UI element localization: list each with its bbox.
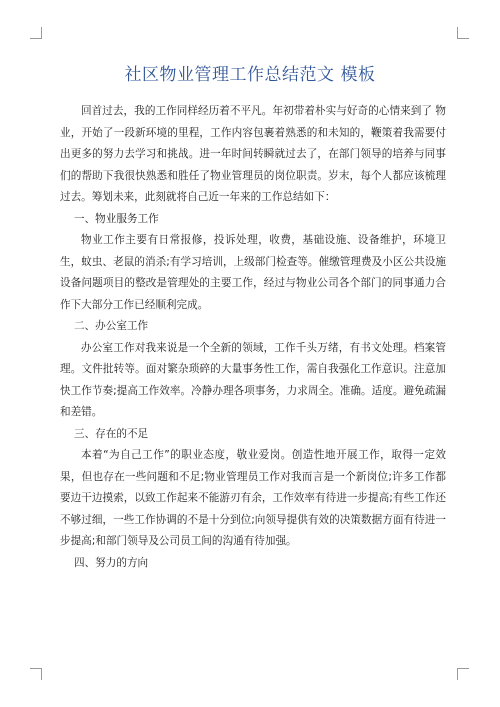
intro-paragraph: 回首过去，我的工作同样经历着不平凡。年初带着朴实与好奇的心情来到了 物业，开始了一段新环境的里程，工作内容包裹着熟悉的和未知的，鞭策着我需要付出更多的努力去学习和挑战。进一年时间转瞬就过去了，在部门领导的培养与同事们的帮助下我很快熟悉和胜任了物业管理员的岗位职责。岁末，每个人都应该梳理过去。筹划未来，此刻就将自己近一年来的工作总结如下： xyxy=(60,105,446,203)
section-body-service: 物业工作主要有日常报修，投诉处理，收费，基础设施、设备维护，环境卫生，蚊虫、老鼠的消杀;有学习培训，上级部门检查等。催缴管理费及小区公共设施设备问题项目的整改是管理处的主要工作，经过与物业公司各个部门的同事通力合作下大部分工作已经顺利完成。 xyxy=(60,234,446,311)
section-heading-direction: 四、努力的方向 xyxy=(74,556,149,569)
section-body-shortcomings: 本着“为自己工作”的职业态度，敬业爱岗。创造性地开展工作，取得一定效果，但也存在一些问题和不足;物业管理员工作对我而言是一个新岗位;许多工作都要边干边摸索，以致工作起来不能游刃有余，工作效率有待进一步提高;有些工作还不够过细，一些工作协调的不是十分到位;向领导提供有效的决策数据方面有待进一步提高;和部门领导及公司员工间的沟通有待加强。 xyxy=(60,449,446,547)
section-heading-office: 二、办公室工作 xyxy=(74,320,149,332)
section-body-office: 办公室工作对我来说是一个全新的领域，工作千头万绪，有书文处理。档案管理。文件批转等。面对繁杂琐碎的大量事务性工作，需自我强化工作意识。注意加快工作节奏;提高工作效率。冷静办理各项事务，力求周全。准确。适度。避免疏漏和差错。 xyxy=(60,341,446,418)
document-body xyxy=(60,101,446,574)
document-title: 社区物业管理工作总结范文 模板 xyxy=(124,65,376,85)
section-heading-shortcomings: 三、存在的不足 xyxy=(74,427,149,440)
section-heading-service: 一、物业服务工作 xyxy=(74,212,159,225)
